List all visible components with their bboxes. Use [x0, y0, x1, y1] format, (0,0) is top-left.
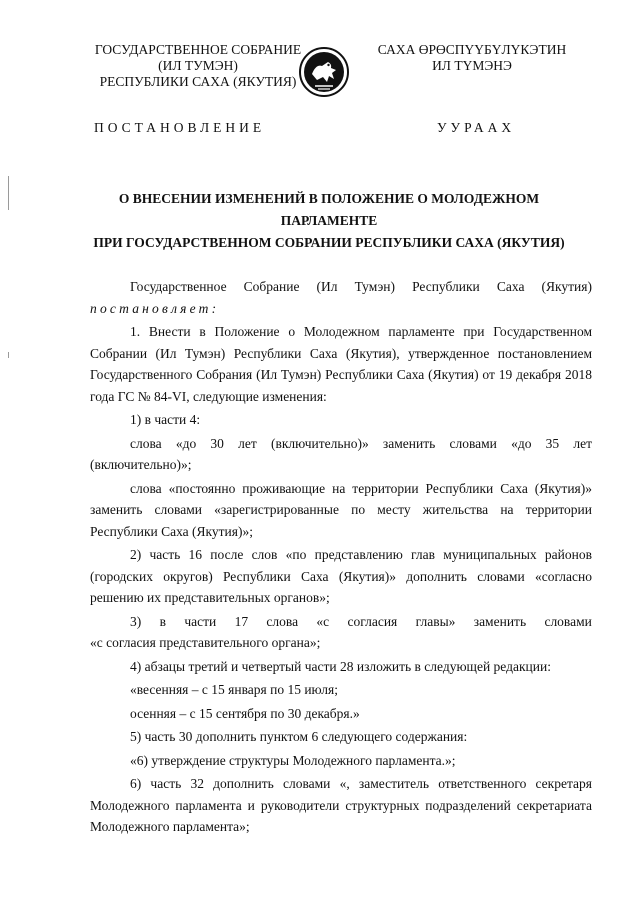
paragraph: осенняя – с 15 сентября по 30 декабря.» — [130, 705, 360, 721]
paragraph: 1. Внести в Положение о Молодежном парламенте при Государственном Собрании (Ил Тумэн) Республики Саха (Якутия), утвержденное постановлением Государственного Собрания (Ил Тумэн) Республики Саха (Якутия) от 19 декабря 2018 года ГС № 84-VI, следующие изменения: — [90, 324, 592, 404]
p3-word: в — [159, 613, 166, 629]
paragraph: слова «постоянно проживающие на территории Республики Саха (Якутия)» заменить словами «зарегистрированные по месту жительства на территории Республики Саха (Якутия)»; — [90, 480, 592, 539]
intro-line — [90, 276, 592, 298]
paragraph: 1) в части 4: — [130, 412, 201, 427]
intro-word: Саха — [496, 279, 525, 294]
paragraph: 6) часть 32 дополнить словами «, заместитель ответственного секретаря Молодежного парламента и руководители структурных подразделений секретариата Молодежного парламента»; — [90, 776, 592, 834]
p3-word: словами — [544, 613, 592, 629]
document-title — [90, 188, 568, 254]
decree-word: постановляет: — [90, 300, 220, 316]
p3-word: «с — [316, 613, 330, 629]
paragraph: слова «до 30 лет (включительно)» заменить словами «до 35 лет (включительно)»; — [90, 435, 592, 472]
paragraph-3-line — [90, 611, 592, 633]
intro-word: Государственное — [130, 279, 227, 294]
paragraph: 5) часть 30 дополнить пунктом 6 следующего содержания: — [130, 729, 468, 744]
issuer-name-russian — [78, 42, 318, 90]
intro-word: (Якутия) — [541, 279, 592, 294]
doc-type-yakut: УУРААХ — [437, 120, 516, 135]
title-line: ПРИ ГОСУДАРСТВЕННОМ СОБРАНИИ РЕСПУБЛИКИ САХА (ЯКУТИЯ) — [93, 235, 565, 250]
paragraph: 4) абзацы третий и четвертый части 28 изложить в следующей редакции: — [130, 658, 551, 674]
issuer-name-yakut — [372, 42, 572, 74]
doc-type-russian: ПОСТАНОВЛЕНИЕ — [94, 120, 266, 135]
paragraph-3-continuation: «с согласия представительного органа»; — [90, 635, 321, 650]
p3-word: главы» — [415, 613, 456, 629]
p3-word: части — [184, 613, 217, 629]
issuer-line: РЕСПУБЛИКИ САХА (ЯКУТИЯ) — [99, 74, 297, 89]
coat-of-arms-emblem-icon — [298, 46, 350, 98]
p3-word: заменить — [473, 613, 527, 629]
paragraph: «весенняя – с 15 января по 15 июля; — [130, 682, 338, 697]
p3-word: 3) — [130, 613, 142, 629]
p3-word: 17 — [234, 613, 249, 629]
p3-word: согласия — [347, 613, 398, 629]
scan-margin-mark — [8, 176, 9, 210]
title-line: О ВНЕСЕНИИ ИЗМЕНЕНИЙ В ПОЛОЖЕНИЕ О МОЛОДЕЖНОМ ПАРЛАМЕНТЕ — [118, 191, 540, 228]
paragraph: «6) утверждение структуры Молодежного парламента.»; — [130, 752, 456, 768]
issuer-line: ГОСУДАРСТВЕННОЕ СОБРАНИЕ — [94, 42, 302, 57]
intro-word: Тумэн) — [354, 279, 395, 294]
p3-word: слова — [266, 613, 299, 629]
intro-word: (Ил — [316, 279, 338, 294]
issuer-line: (ИЛ ТУМЭН) — [158, 58, 238, 73]
document-body — [90, 276, 592, 838]
issuer-line: ИЛ ТҮМЭНЭ — [432, 58, 512, 73]
intro-word: Республики — [412, 279, 480, 294]
issuer-line: САХА ӨРӨСПҮҮБҮЛҮКЭТИН — [377, 42, 567, 57]
paragraph: 2) часть 16 после слов «по представлению глав муниципальных районов (городских округов) Республики Саха (Якутия)» дополнить словами «согласно решению их представительных органов»; — [90, 547, 592, 605]
intro-word: Собрание — [243, 279, 300, 294]
scan-margin-mark — [8, 352, 9, 358]
